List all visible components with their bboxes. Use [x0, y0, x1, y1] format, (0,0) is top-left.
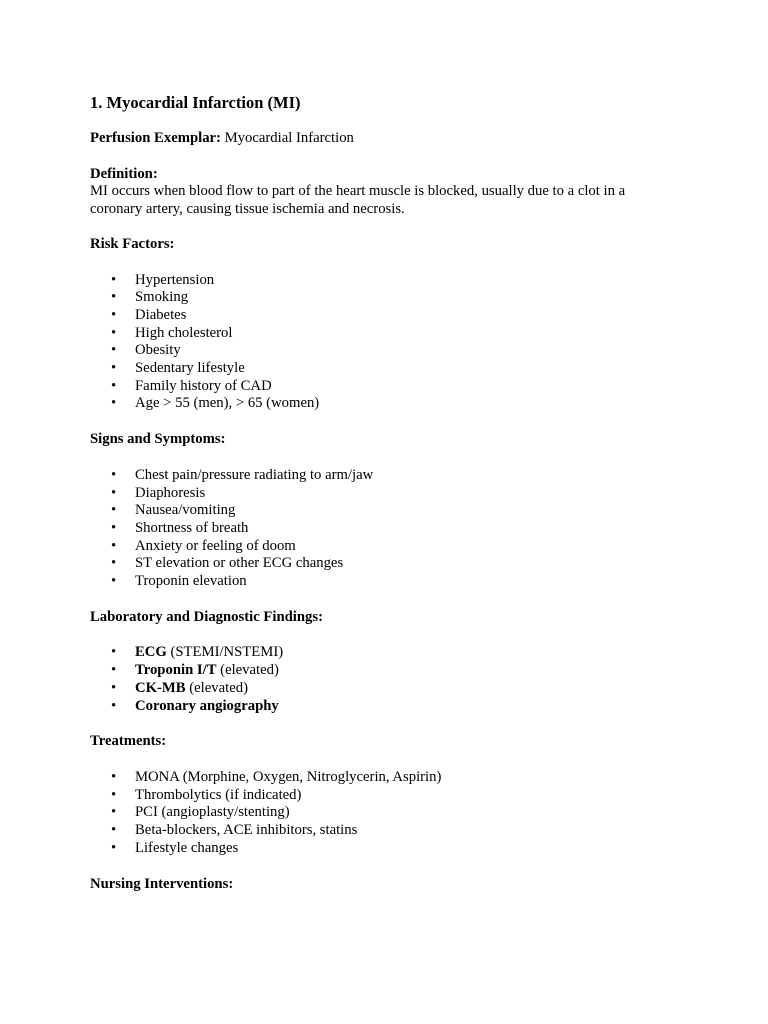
list-item: • Age > 55 (men), > 65 (women)	[90, 395, 680, 413]
lab-note: (elevated)	[216, 662, 279, 679]
list-item: • Sedentary lifestyle	[90, 360, 680, 378]
page-title: 1. Myocardial Infarction (MI)	[90, 93, 301, 112]
lab-name: CK-MB	[135, 679, 186, 696]
list-item: • Diaphoresis	[90, 485, 680, 503]
list-item	[90, 662, 680, 680]
list-item	[90, 680, 680, 698]
lab-note: (elevated)	[185, 679, 248, 696]
list-item: • Family history of CAD	[90, 378, 680, 396]
definition-text: MI occurs when blood flow to part of the heart muscle is blocked, usually due to a clot in a coronary artery, causing tissue ischemia and necrosis.	[90, 183, 626, 218]
list-item: • Hypertension	[90, 272, 680, 290]
lab-note: (STEMI/NSTEMI)	[166, 644, 284, 661]
list-item: • Obesity	[90, 342, 680, 360]
definition-heading: Definition:	[90, 165, 158, 182]
list-item: • ST elevation or other ECG changes	[90, 555, 680, 573]
exemplar-value: Myocardial Infarction	[224, 130, 354, 146]
exemplar-line	[90, 130, 680, 148]
list-item: • Beta-blockers, ACE inhibitors, statins	[90, 822, 680, 840]
exemplar-label: Perfusion Exemplar:	[90, 130, 221, 146]
treatments-list	[90, 769, 680, 858]
lab-name: ECG	[135, 644, 167, 661]
list-item	[90, 698, 680, 716]
list-item: • PCI (angioplasty/stenting)	[90, 804, 680, 822]
risk-factors-heading: Risk Factors:	[90, 235, 175, 252]
list-item: • Anxiety or feeling of doom	[90, 538, 680, 556]
nursing-heading: Nursing Interventions:	[90, 875, 234, 892]
signs-heading: Signs and Symptoms:	[90, 431, 226, 448]
risk-factors-list	[90, 272, 680, 414]
signs-list	[90, 467, 680, 591]
list-item: • Nausea/vomiting	[90, 502, 680, 520]
lab-name: Coronary angiography	[135, 697, 279, 714]
list-item: • Shortness of breath	[90, 520, 680, 538]
list-item: • Diabetes	[90, 307, 680, 325]
list-item: • MONA (Morphine, Oxygen, Nitroglycerin, Aspirin)	[90, 769, 680, 787]
list-item: • Lifestyle changes	[90, 840, 680, 858]
lab-name: Troponin I/T	[135, 662, 217, 679]
labs-heading: Laboratory and Diagnostic Findings:	[90, 608, 323, 625]
list-item: • High cholesterol	[90, 325, 680, 343]
list-item: • Troponin elevation	[90, 573, 680, 591]
document-body	[90, 93, 680, 893]
list-item	[90, 644, 680, 662]
list-item: • Chest pain/pressure radiating to arm/jaw	[90, 467, 680, 485]
list-item: • Smoking	[90, 289, 680, 307]
labs-list	[90, 644, 680, 715]
list-item: • Thrombolytics (if indicated)	[90, 787, 680, 805]
treatments-heading: Treatments:	[90, 733, 167, 750]
